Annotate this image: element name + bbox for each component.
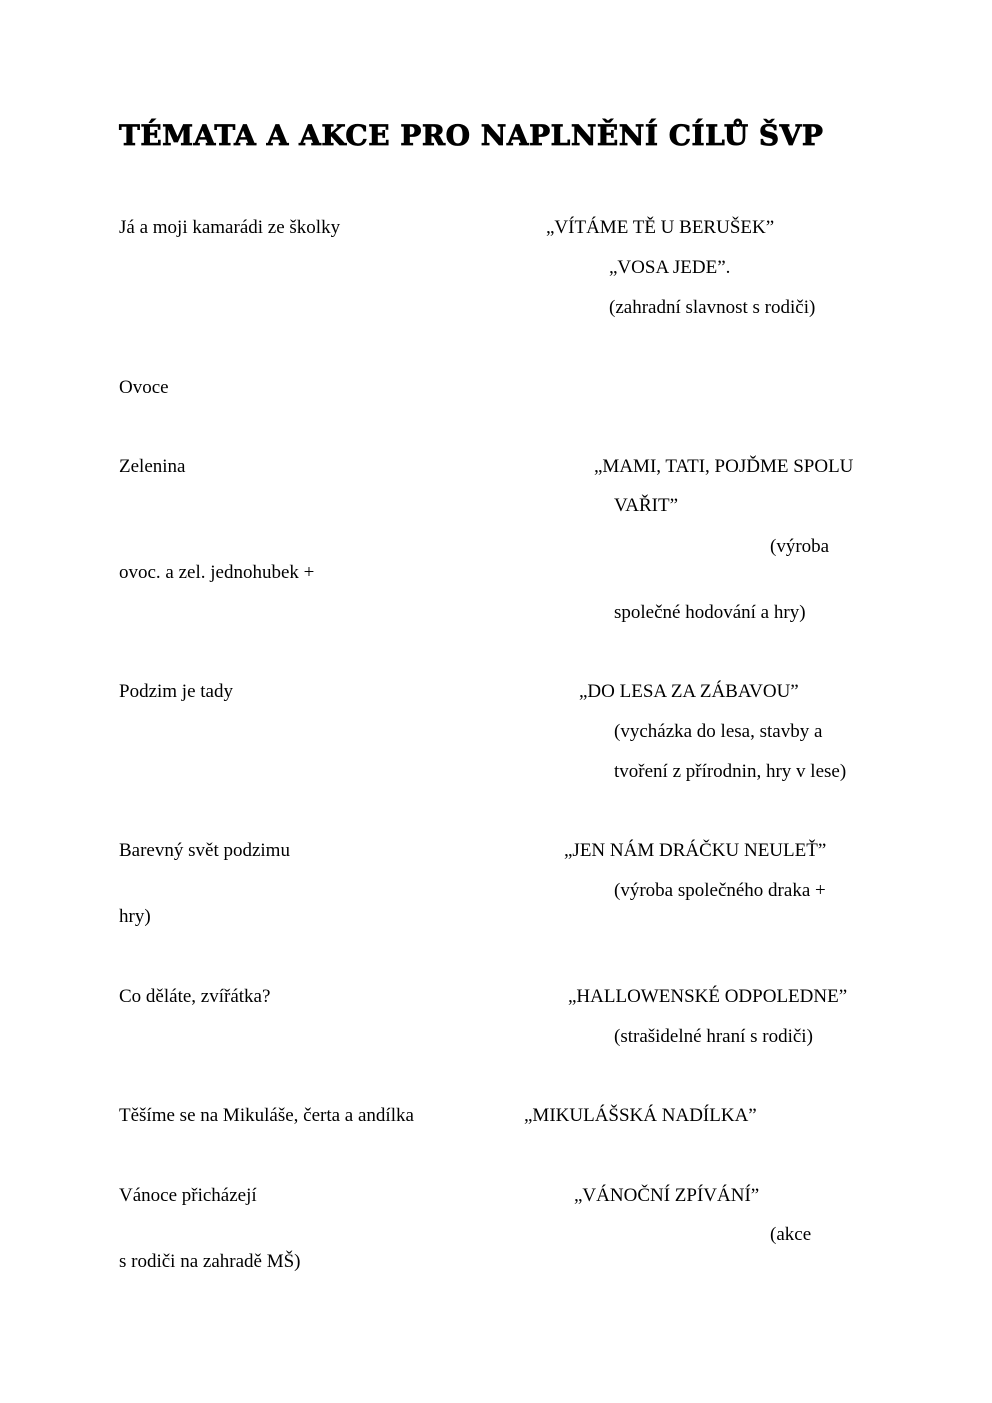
page-title: TÉMATA A AKCE PRO NAPLNĚNÍ CÍLŮ ŠVP bbox=[119, 119, 824, 152]
event-note: (zahradní slavnost s rodiči) bbox=[609, 297, 816, 318]
event-note: (akce bbox=[770, 1224, 812, 1245]
event-title: „VOSA JEDE”. bbox=[609, 257, 731, 278]
topic-text: Co děláte, zvířátka? bbox=[119, 986, 271, 1007]
event-note: (strašidelné hraní s rodiči) bbox=[614, 1026, 813, 1047]
event-title: „VÍTÁME TĚ U BERUŠEK” bbox=[546, 217, 775, 238]
topic-text: Podzim je tady bbox=[119, 681, 233, 702]
topic-text: Ovoce bbox=[119, 377, 169, 398]
topic-text: Vánoce přicházejí bbox=[119, 1185, 257, 1206]
event-note: hry) bbox=[119, 906, 151, 927]
event-title: „DO LESA ZA ZÁBAVOU” bbox=[579, 681, 799, 702]
topic-text: Barevný svět podzimu bbox=[119, 840, 290, 861]
event-title: „MAMI, TATI, POJĎME SPOLU bbox=[594, 456, 854, 477]
event-note: s rodiči na zahradě MŠ) bbox=[119, 1251, 301, 1272]
topic-text: Těšíme se na Mikuláše, čerta a andílka bbox=[119, 1105, 414, 1126]
event-title: „JEN NÁM DRÁČKU NEULEŤ” bbox=[564, 840, 827, 861]
topic-text: Zelenina bbox=[119, 456, 186, 477]
event-note: (vycházka do lesa, stavby a bbox=[614, 721, 823, 742]
event-title: VAŘIT” bbox=[614, 495, 679, 516]
event-note: (výroba bbox=[770, 536, 830, 557]
event-note: ovoc. a zel. jednohubek + bbox=[119, 562, 315, 583]
event-note: společné hodování a hry) bbox=[614, 602, 806, 623]
event-note: tvoření z přírodnin, hry v lese) bbox=[614, 761, 847, 782]
topic-text: Já a moji kamarádi ze školky bbox=[119, 217, 341, 238]
event-title: „MIKULÁŠSKÁ NADÍLKA” bbox=[524, 1105, 757, 1126]
event-note: (výroba společného draka + bbox=[614, 880, 826, 901]
event-title: „HALLOWENSKÉ ODPOLEDNE” bbox=[568, 986, 848, 1007]
event-title: „VÁNOČNÍ ZPÍVÁNÍ” bbox=[574, 1185, 760, 1206]
